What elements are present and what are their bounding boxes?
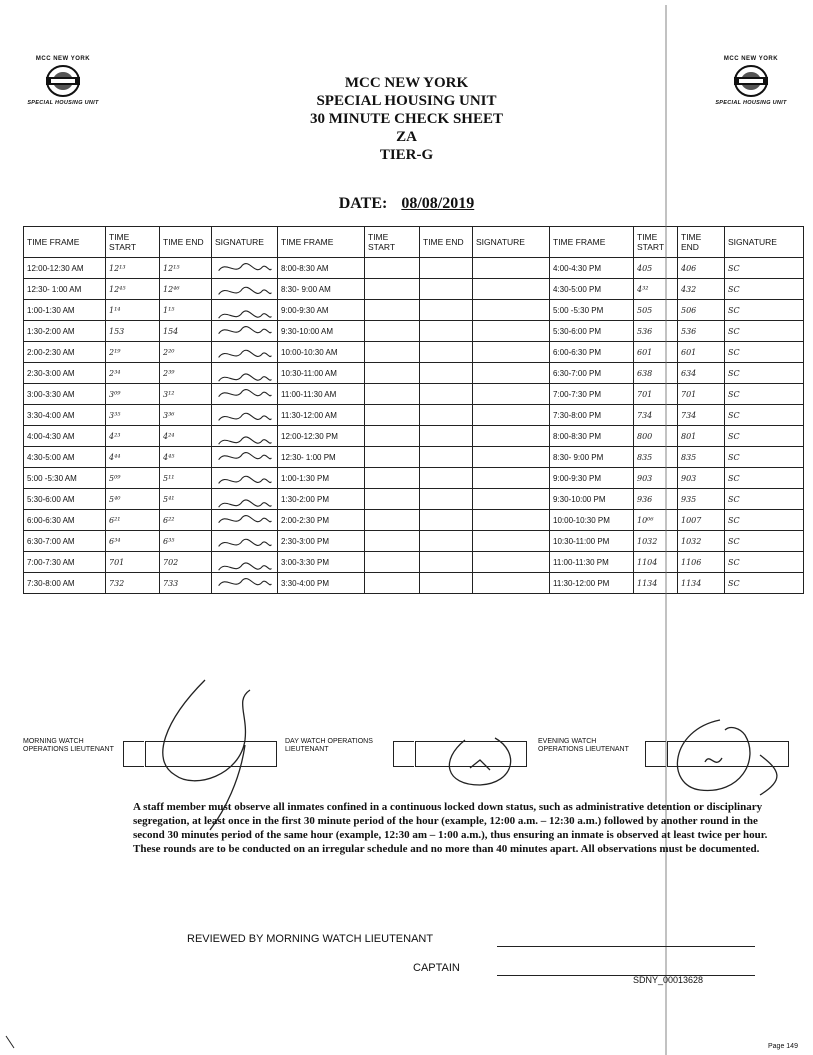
time-start-cell: 1134	[634, 573, 678, 594]
column-header: TIME END	[678, 227, 725, 258]
time-frame-cell: 9:30-10:00 AM	[278, 321, 365, 342]
time-end-cell: 3¹²	[160, 384, 212, 405]
time-end-cell: 4²⁴	[160, 426, 212, 447]
time-end-cell: 734	[678, 405, 725, 426]
time-start-cell: 4³²	[634, 279, 678, 300]
time-end-cell: 406	[678, 258, 725, 279]
time-start-cell: 2³⁴	[106, 363, 160, 384]
time-frame-cell: 3:00-3:30 AM	[24, 384, 106, 405]
time-frame-cell: 9:00-9:30 AM	[278, 300, 365, 321]
time-end-cell: 432	[678, 279, 725, 300]
signature-cell: SC	[725, 363, 804, 384]
time-frame-cell: 12:30- 1:00 AM	[24, 279, 106, 300]
time-start-cell: 601	[634, 342, 678, 363]
time-frame-cell: 1:30-2:00 AM	[24, 321, 106, 342]
time-end-cell: 701	[678, 384, 725, 405]
title-line-1: MCC NEW YORK	[344, 75, 469, 91]
time-end-cell: 1106	[678, 552, 725, 573]
signature-cell: SC	[725, 279, 804, 300]
logo-left-bottom: SPECIAL HOUSING UNIT	[27, 100, 99, 106]
time-start-cell: 4⁴⁴	[106, 447, 160, 468]
column-header: TIME END	[420, 227, 473, 258]
time-frame-cell: 11:30-12:00 PM	[550, 573, 634, 594]
time-start-cell: 2¹⁹	[106, 342, 160, 363]
time-start-cell: 936	[634, 489, 678, 510]
time-frame-cell: 2:30-3:00 AM	[24, 363, 106, 384]
time-frame-cell: 6:00-6:30 AM	[24, 510, 106, 531]
signature-cell: SC	[725, 552, 804, 573]
title-line-3: 30 MINUTE CHECK SHEET	[310, 111, 503, 127]
captain-signature-line	[497, 975, 755, 976]
time-frame-cell: 7:00-7:30 PM	[550, 384, 634, 405]
time-frame-cell: 2:00-2:30 PM	[278, 510, 365, 531]
column-header: TIME START	[634, 227, 678, 258]
time-end-cell: 1¹⁵	[160, 300, 212, 321]
time-end-cell: 634	[678, 363, 725, 384]
time-start-cell: 5⁴⁰	[106, 489, 160, 510]
signature-cell: SC	[725, 405, 804, 426]
time-start-cell: 800	[634, 426, 678, 447]
time-frame-cell: 7:30-8:00 AM	[24, 573, 106, 594]
time-frame-cell: 12:00-12:30 AM	[24, 258, 106, 279]
time-frame-cell: 1:30-2:00 PM	[278, 489, 365, 510]
time-start-cell: 12⁴⁵	[106, 279, 160, 300]
signature-cell: SC	[725, 258, 804, 279]
captain-label: CAPTAIN	[413, 962, 460, 974]
day-signature-mark	[449, 738, 510, 785]
time-frame-cell: 2:30-3:00 PM	[278, 531, 365, 552]
time-frame-cell: 11:30-12:00 AM	[278, 405, 365, 426]
time-end-cell: 4⁴⁵	[160, 447, 212, 468]
time-start-cell: 732	[106, 573, 160, 594]
column-header: TIME FRAME	[550, 227, 634, 258]
time-frame-cell: 5:00 -5:30 PM	[550, 300, 634, 321]
time-frame-cell: 3:30-4:00 AM	[24, 405, 106, 426]
date-value: 08/08/2019	[401, 195, 475, 212]
time-start-cell: 4²³	[106, 426, 160, 447]
time-end-cell: 1007	[678, 510, 725, 531]
time-start-cell: 1032	[634, 531, 678, 552]
time-frame-cell: 12:30- 1:00 PM	[278, 447, 365, 468]
date-label: DATE:	[338, 195, 388, 212]
signature-cell: SC	[725, 468, 804, 489]
column-header: SIGNATURE	[725, 227, 804, 258]
time-end-cell: 12¹⁵	[160, 258, 212, 279]
time-end-cell: 1032	[678, 531, 725, 552]
time-start-cell: 153	[106, 321, 160, 342]
column-header: TIME START	[365, 227, 420, 258]
reviewed-label: REVIEWED BY MORNING WATCH LIEUTENANT	[187, 933, 434, 945]
column-header: SIGNATURE	[212, 227, 278, 258]
column-header: SIGNATURE	[473, 227, 550, 258]
time-end-cell: 2²⁰	[160, 342, 212, 363]
time-frame-cell: 7:30-8:00 PM	[550, 405, 634, 426]
time-end-cell: 6²²	[160, 510, 212, 531]
time-start-cell: 536	[634, 321, 678, 342]
time-frame-cell: 8:30- 9:00 PM	[550, 447, 634, 468]
time-start-cell: 1¹⁴	[106, 300, 160, 321]
time-start-cell: 6²¹	[106, 510, 160, 531]
time-start-cell: 903	[634, 468, 678, 489]
signature-cell: SC	[725, 384, 804, 405]
time-frame-cell: 10:30-11:00 PM	[550, 531, 634, 552]
time-end-cell: 154	[160, 321, 212, 342]
time-frame-cell: 4:30-5:00 AM	[24, 447, 106, 468]
time-frame-cell: 8:30- 9:00 AM	[278, 279, 365, 300]
time-start-cell: 12¹³	[106, 258, 160, 279]
time-frame-cell: 10:30-11:00 AM	[278, 363, 365, 384]
time-frame-cell: 6:00-6:30 PM	[550, 342, 634, 363]
time-start-cell: 734	[634, 405, 678, 426]
time-start-cell: 1104	[634, 552, 678, 573]
time-end-cell: 1134	[678, 573, 725, 594]
time-start-cell: 3³⁵	[106, 405, 160, 426]
column-header: TIME FRAME	[24, 227, 106, 258]
time-frame-cell: 3:30-4:00 PM	[278, 573, 365, 594]
time-start-cell: 835	[634, 447, 678, 468]
time-end-cell: 835	[678, 447, 725, 468]
time-start-cell: 6³⁴	[106, 531, 160, 552]
time-end-cell: 903	[678, 468, 725, 489]
time-start-cell: 505	[634, 300, 678, 321]
title-line-5: TIER-G	[379, 147, 434, 163]
column-header: TIME FRAME	[278, 227, 365, 258]
morning-watch-label: MORNING WATCH OPERATIONS LIEUTENANT	[23, 738, 114, 753]
time-frame-cell: 8:00-8:30 PM	[550, 426, 634, 447]
time-frame-cell: 5:30-6:00 PM	[550, 321, 634, 342]
signature-cell: SC	[725, 300, 804, 321]
column-header: TIME START	[106, 227, 160, 258]
time-end-cell: 536	[678, 321, 725, 342]
evening-watch-label: EVENING WATCH OPERATIONS LIEUTENANT	[538, 738, 629, 753]
signature-cell: SC	[725, 573, 804, 594]
time-frame-cell: 11:00-11:30 AM	[278, 384, 365, 405]
time-frame-cell: 11:00-11:30 PM	[550, 552, 634, 573]
time-end-cell: 601	[678, 342, 725, 363]
time-start-cell: 10⁰⁶	[634, 510, 678, 531]
signature-cell: SC	[725, 447, 804, 468]
page-number: Page 149	[768, 1043, 798, 1050]
time-frame-cell: 9:00-9:30 PM	[550, 468, 634, 489]
column-header: TIME END	[160, 227, 212, 258]
signature-cell: SC	[725, 342, 804, 363]
time-frame-cell: 4:30-5:00 PM	[550, 279, 634, 300]
time-end-cell: 2³⁹	[160, 363, 212, 384]
signature-cell: SC	[725, 321, 804, 342]
time-end-cell: 733	[160, 573, 212, 594]
time-end-cell: 5⁴¹	[160, 489, 212, 510]
time-frame-cell: 5:00 -5:30 AM	[24, 468, 106, 489]
time-start-cell: 701	[106, 552, 160, 573]
logo-right-top: MCC NEW YORK	[723, 56, 779, 62]
time-frame-cell: 3:00-3:30 PM	[278, 552, 365, 573]
time-end-cell: 3³⁶	[160, 405, 212, 426]
title-line-4: ZA	[396, 129, 417, 145]
bates-number: SDNY_00013628	[633, 975, 704, 985]
signature-cell: SC	[725, 489, 804, 510]
time-frame-cell: 8:00-8:30 AM	[278, 258, 365, 279]
time-end-cell: 6³⁵	[160, 531, 212, 552]
day-watch-label: DAY WATCH OPERATIONS LIEUTENANT	[285, 738, 373, 753]
time-end-cell: 702	[160, 552, 212, 573]
time-end-cell: 506	[678, 300, 725, 321]
time-end-cell: 801	[678, 426, 725, 447]
corner-mark	[6, 1036, 14, 1048]
logo-left-top: MCC NEW YORK	[35, 56, 91, 62]
signature-cell: SC	[725, 531, 804, 552]
time-frame-cell: 4:00-4:30 AM	[24, 426, 106, 447]
time-start-cell: 3⁰⁹	[106, 384, 160, 405]
signature-cell: SC	[725, 510, 804, 531]
time-frame-cell: 2:00-2:30 AM	[24, 342, 106, 363]
logo-right-bottom: SPECIAL HOUSING UNIT	[715, 100, 787, 106]
time-start-cell: 701	[634, 384, 678, 405]
title-line-2: SPECIAL HOUSING UNIT	[316, 93, 497, 109]
time-frame-cell: 5:30-6:00 AM	[24, 489, 106, 510]
time-frame-cell: 1:00-1:30 PM	[278, 468, 365, 489]
reviewed-signature-line	[497, 946, 755, 947]
time-frame-cell: 7:00-7:30 AM	[24, 552, 106, 573]
time-start-cell: 405	[634, 258, 678, 279]
time-frame-cell: 10:00-10:30 PM	[550, 510, 634, 531]
time-frame-cell: 6:30-7:00 PM	[550, 363, 634, 384]
time-end-cell: 935	[678, 489, 725, 510]
time-frame-cell: 1:00-1:30 AM	[24, 300, 106, 321]
time-frame-cell: 9:30-10:00 PM	[550, 489, 634, 510]
time-start-cell: 5⁰⁹	[106, 468, 160, 489]
instructions-paragraph: A staff member must observe all inmates confined in a continuous locked down status, such as administrative detention or disciplinary segregation, at least once in the first 30 minute period of the hour (example, 12:00 a.m. – 12:30 a.m.) followed by another round in the second 30 minutes period of the same hour (example, 12:30 am – 1:00 a.m.), thus ensuring an inmate is observed at least twice per hour. These rounds are to be conducted on an irregular schedule and no more than 40 minutes apart. All observations must be documented.	[133, 801, 768, 855]
time-frame-cell: 6:30-7:00 AM	[24, 531, 106, 552]
signature-cell: SC	[725, 426, 804, 447]
time-frame-cell: 4:00-4:30 PM	[550, 258, 634, 279]
time-end-cell: 12⁴⁶	[160, 279, 212, 300]
time-frame-cell: 10:00-10:30 AM	[278, 342, 365, 363]
evening-signature-mark	[677, 720, 776, 795]
time-end-cell: 5¹¹	[160, 468, 212, 489]
time-start-cell: 638	[634, 363, 678, 384]
time-frame-cell: 12:00-12:30 PM	[278, 426, 365, 447]
